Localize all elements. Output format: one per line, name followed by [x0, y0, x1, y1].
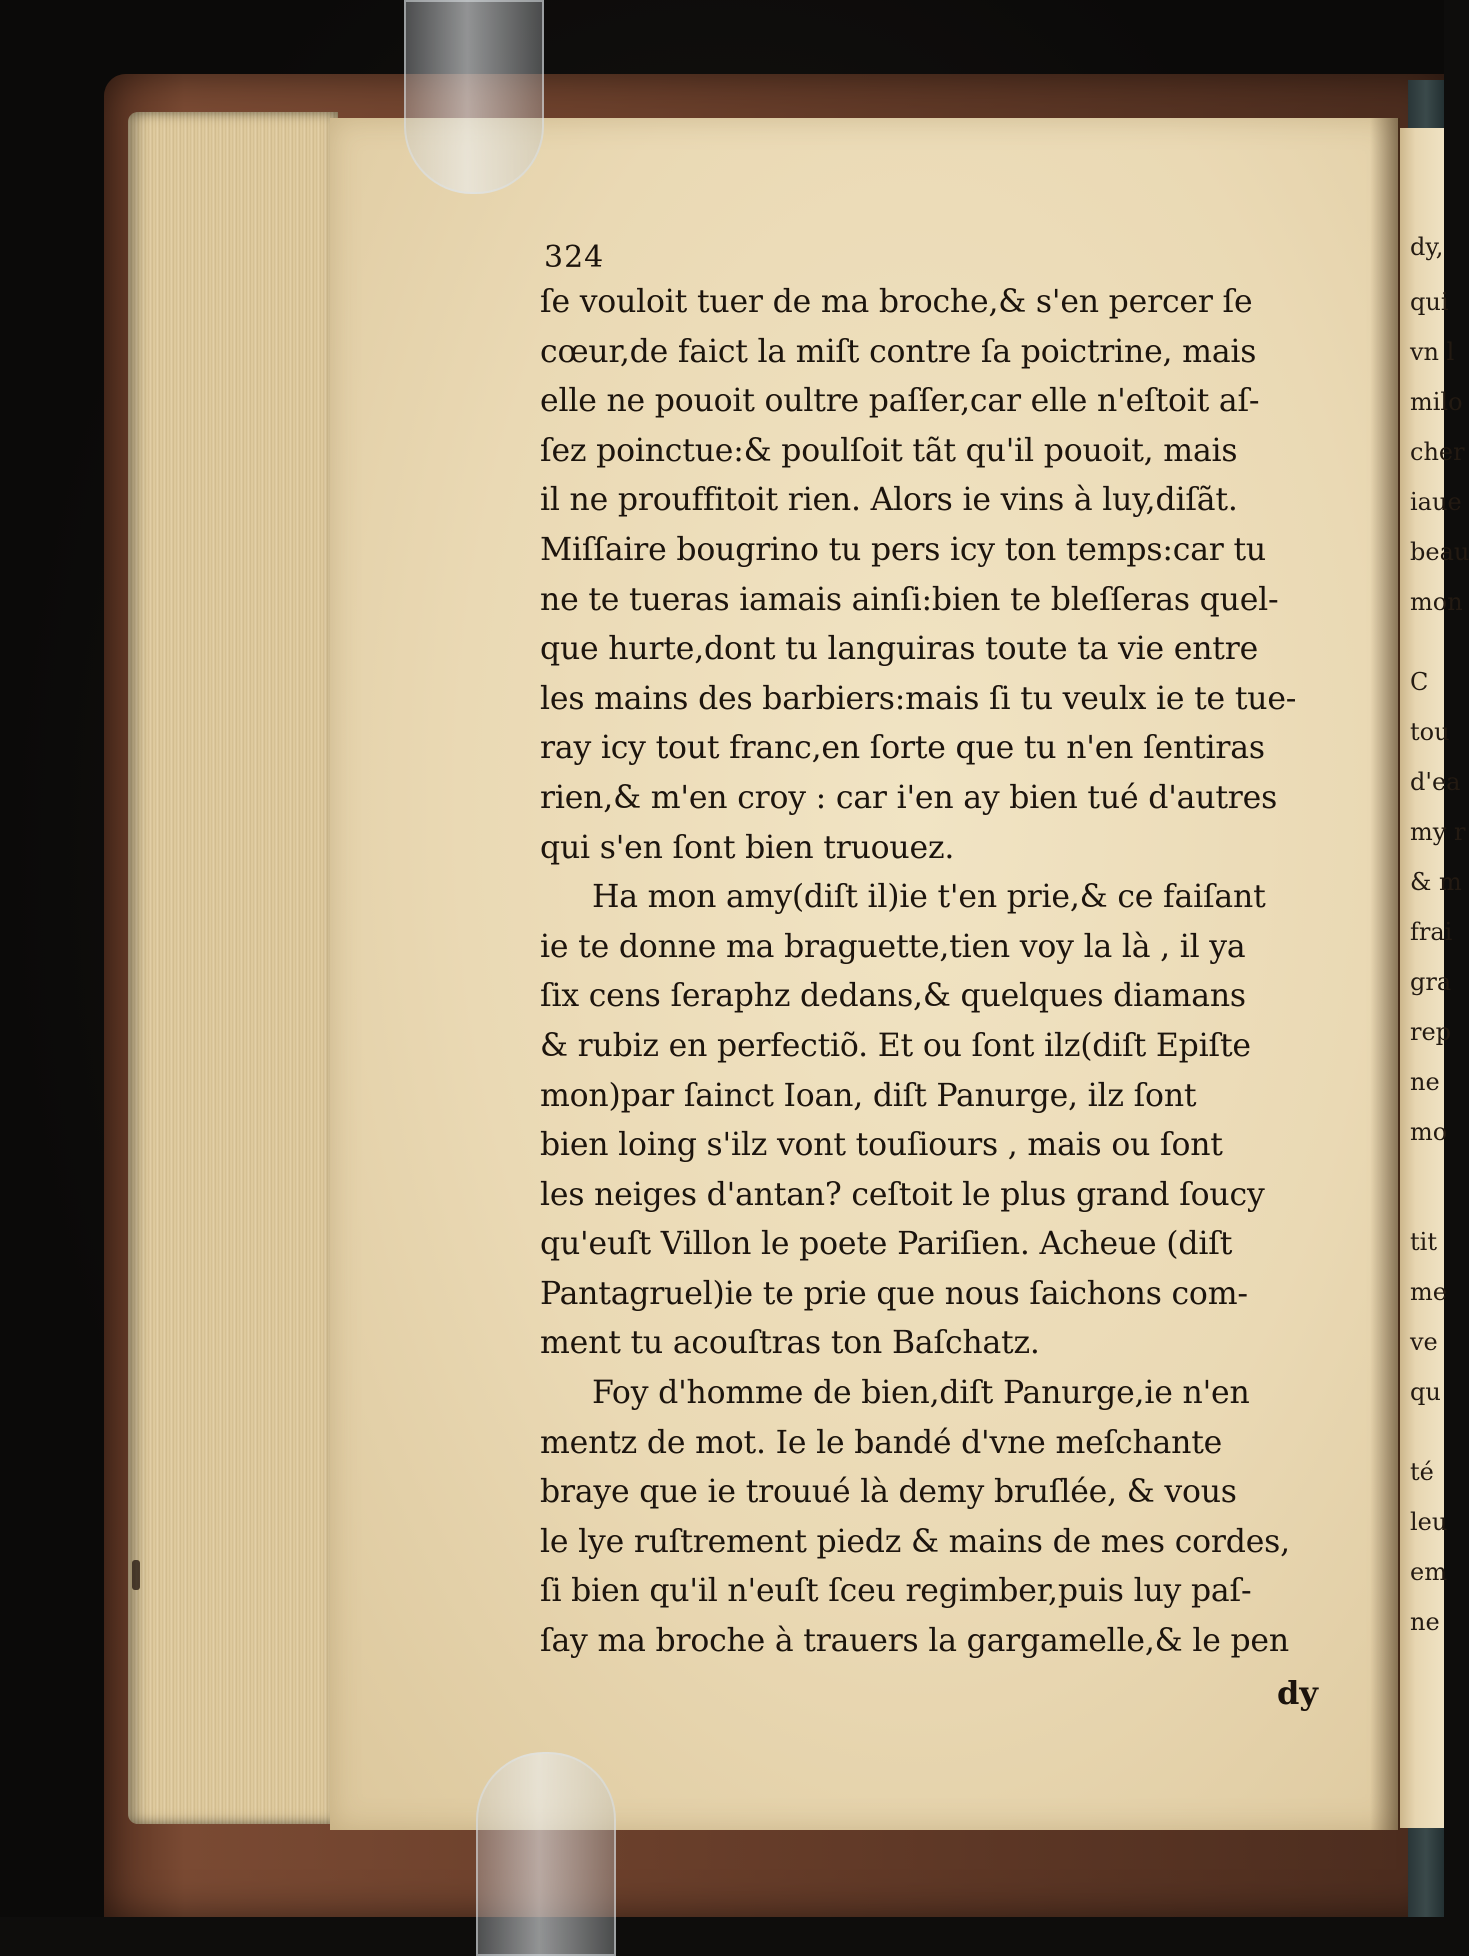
facing-page-fragment: & m: [1410, 868, 1462, 896]
facing-page-fragment: mon: [1410, 588, 1463, 616]
page-gutter: [1370, 118, 1400, 1830]
facing-page-fragment: qui: [1410, 288, 1449, 316]
facing-page-fragment: beau: [1410, 538, 1469, 566]
text-line: elle ne pouoit oultre paſſer,car elle n'eſtoit aſ-: [540, 383, 1260, 420]
text-line: Ha mon amy(diſt il)ie t'en prie,& ce faiſant: [592, 879, 1266, 916]
text-line: Pantagruel)ie te prie que nous ſaichons com-: [540, 1275, 1248, 1312]
text-line: bien loing s'ilz vont touſiours , mais ou ſont: [540, 1127, 1223, 1164]
facing-page-fragment: C: [1410, 668, 1429, 696]
catchword: dy: [1277, 1673, 1318, 1712]
text-line: qu'euſt Villon le poete Pariſien. Acheue (diſt: [540, 1226, 1233, 1263]
facing-page-edge: [1400, 128, 1469, 1828]
text-lines: [540, 278, 1340, 1667]
text-line: & rubiz en perfectiõ. Et ou ſont ilz(diſt Epiſte: [540, 1027, 1251, 1064]
facing-page-fragment: tit: [1410, 1228, 1437, 1256]
text-line: mon)par ſainct Ioan, diſt Panurge, ilz ſont: [540, 1077, 1197, 1114]
text-line: qui s'en ſont bien truouez.: [540, 829, 955, 866]
text-line: ſay ma broche à trauers la gargamelle,& le pen: [540, 1623, 1289, 1660]
text-line: ne te tueras iamais ainſi:bien te bleſſeras quel-: [540, 581, 1279, 618]
text-line: ie te donne ma braguette,tien voy la là , il ya: [540, 928, 1246, 965]
text-line: ray icy tout franc,en ſorte que tu n'en ſentiras: [540, 730, 1265, 767]
text-line: Foy d'homme de bien,diſt Panurge,ie n'en: [592, 1375, 1250, 1412]
facing-page-fragment: leu: [1410, 1508, 1448, 1536]
text-line: ſix cens ſeraphz dedans,& quelques diamans: [540, 978, 1246, 1015]
text-line: cœur,de faict la miſt contre ſa poictrine, mais: [540, 333, 1257, 370]
text-line: les neiges d'antan? ceſtoit le plus grand ſoucy: [540, 1176, 1265, 1213]
facing-page-fragment: my r: [1410, 818, 1466, 846]
facing-page-fragment: mo: [1410, 1118, 1448, 1146]
facing-page-fragment: rep: [1410, 1018, 1452, 1046]
page-edges: [128, 112, 338, 1824]
text-line: ſez poinctue:& poulſoit tãt qu'il pouoit, mais: [540, 432, 1238, 469]
facing-page-fragment: d'ea: [1410, 768, 1461, 796]
top-book-clip: [404, 0, 544, 194]
text-line: il ne prouffitoit rien. Alors ie vins à luy,diſãt.: [540, 482, 1238, 519]
text-line: ſi bien qu'il n'euſt ſceu regimber,puis luy paſ-: [540, 1573, 1252, 1610]
text-line: ment tu acouſtras ton Baſchatz.: [540, 1325, 1040, 1362]
text-line: rien,& m'en croy : car i'en ay bien tué d'autres: [540, 779, 1278, 816]
facing-page-fragment: ve: [1410, 1328, 1438, 1356]
facing-page-fragment: milo: [1410, 388, 1463, 416]
facing-page-fragment: tou: [1410, 718, 1450, 746]
facing-page-fragment: iaue: [1410, 488, 1462, 516]
facing-page-fragment: em: [1410, 1558, 1447, 1586]
facing-page-fragment: dy,: [1410, 233, 1444, 261]
facing-page-fragment: gra: [1410, 968, 1452, 996]
facing-page-fragment: ne: [1410, 1608, 1440, 1636]
facing-page-fragment: qu: [1410, 1378, 1441, 1406]
text-line: le lye ruſtrement piedz & mains de mes cordes,: [540, 1523, 1290, 1560]
facing-page-fragment: vn l: [1410, 338, 1455, 366]
facing-page-fragment: me: [1410, 1278, 1447, 1306]
facing-page-fragment: frai: [1410, 918, 1453, 946]
text-line: que hurte,dont tu languiras toute ta vie entre: [540, 631, 1259, 668]
text-line: mentz de mot. Ie le bandé d'vne meſchante: [540, 1424, 1223, 1461]
bottom-book-clip: [476, 1752, 616, 1956]
text-line: les mains des barbiers:mais ſi tu veulx ie te tue-: [540, 680, 1297, 717]
ink-mark: [132, 1560, 140, 1590]
text-line: ſe vouloit tuer de ma broche,& s'en percer ſe: [540, 284, 1253, 320]
page-number: 324: [544, 240, 605, 275]
page-text-block: [540, 240, 1340, 1717]
facing-page-fragment: cher: [1410, 438, 1465, 466]
facing-page-fragment: té: [1410, 1458, 1434, 1486]
text-line: Miſſaire bougrino tu pers icy ton temps:car tu: [540, 531, 1266, 568]
facing-page-fragment: ne: [1410, 1068, 1440, 1096]
text-line: braye que ie trouué là demy bruſlée, & vous: [540, 1474, 1237, 1511]
